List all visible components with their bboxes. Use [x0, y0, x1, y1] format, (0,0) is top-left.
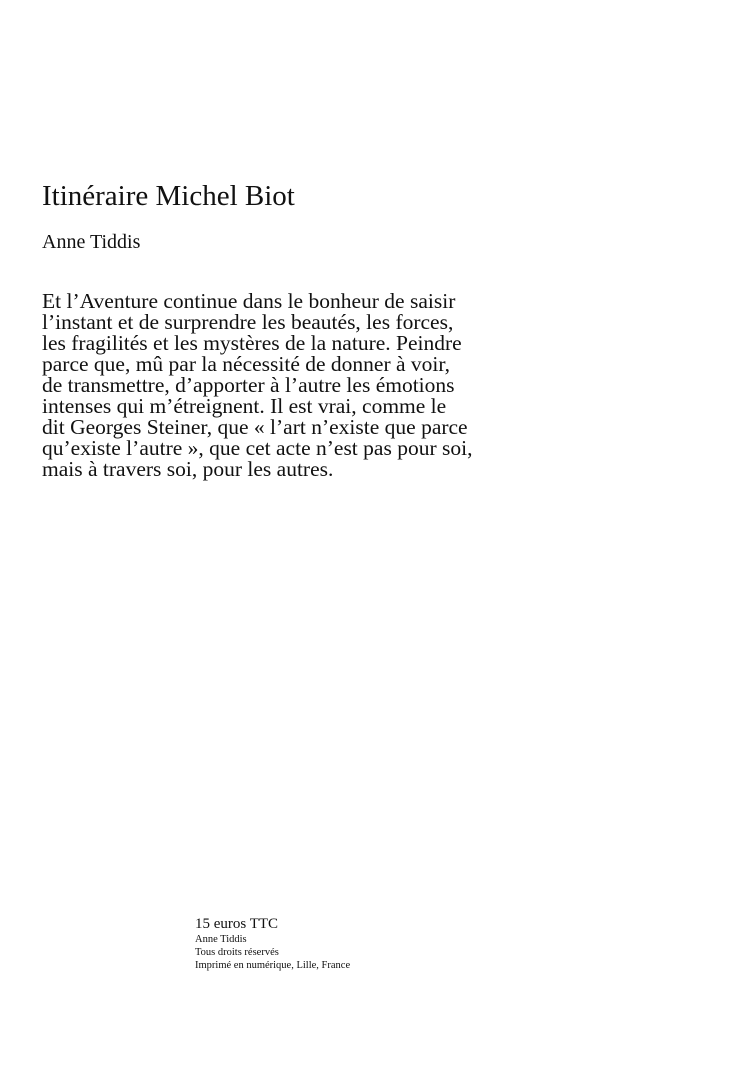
book-title: Itinéraire Michel Biot — [42, 180, 295, 212]
body-line: dit Georges Steiner, que « l’art n’existe que parce — [42, 415, 468, 439]
body-line: l’instant et de surprendre les beautés, les forces, — [42, 310, 454, 334]
back-cover-text — [42, 291, 562, 480]
colophon — [195, 915, 350, 972]
body-line: parce que, mû par la nécessité de donner à voir, — [42, 352, 451, 376]
printing-info: Imprimé en numérique, Lille, France — [195, 960, 351, 971]
body-line: qu’existe l’autre », que cet acte n’est pas pour soi, — [42, 436, 473, 460]
price-label: 15 euros TTC — [195, 916, 279, 932]
colophon-author: Anne Tiddis — [195, 934, 247, 945]
book-author: Anne Tiddis — [42, 231, 141, 253]
body-line: intenses qui m’étreignent. Il est vrai, comme le — [42, 394, 447, 418]
body-line: mais à travers soi, pour les autres. — [42, 457, 334, 481]
body-line: Et l’Aventure continue dans le bonheur de saisir — [42, 289, 456, 313]
body-line: les fragilités et les mystères de la nature. Peindre — [42, 331, 462, 355]
body-line: de transmettre, d’apporter à l’autre les émotions — [42, 373, 455, 397]
rights-notice: Tous droits réservés — [195, 947, 279, 958]
